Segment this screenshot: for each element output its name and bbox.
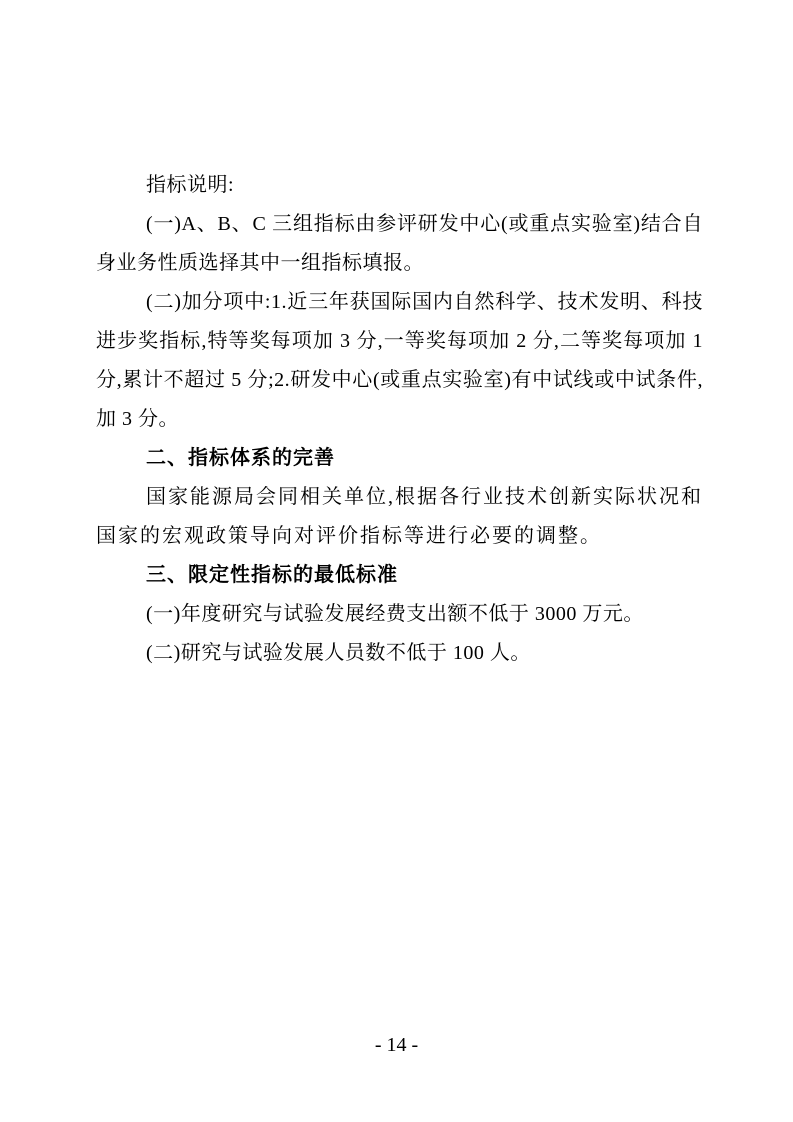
paragraph-item-two: (二)加分项中:1.近三年获国际国内自然科学、技术发明、科技进步奖指标,特等奖每项加 3 分,一等奖每项加 2 分,二等奖每项加 1 分,累计不超过 5 分;2.研发中心(或重点实验室)有中试线或中试条件,加 3 分。 — [96, 291, 703, 430]
heading-section-two: 二、指标体系的完善 — [146, 447, 335, 469]
paragraph-item-one: (一)A、B、C 三组指标由参评研发中心(或重点实验室)结合自身业务性质选择其中一组指标填报。 — [96, 213, 703, 274]
page-number: - 14 - — [374, 1034, 419, 1056]
paragraph-indicator-note: 指标说明: — [146, 174, 235, 196]
paragraph-section-two-body: 国家能源局会同相关单位,根据各行业技术创新实际状况和国家的宏观政策导向对评价指标等进行必要的调整。 — [96, 486, 703, 547]
paragraph-minimum-staff: (二)研究与试验发展人员数不低于 100 人。 — [146, 642, 531, 664]
paragraph-minimum-funding: (一)年度研究与试验发展经费支出额不低于 3000 万元。 — [146, 603, 644, 625]
document-body — [96, 166, 703, 673]
heading-section-three: 三、限定性指标的最低标准 — [146, 564, 398, 586]
